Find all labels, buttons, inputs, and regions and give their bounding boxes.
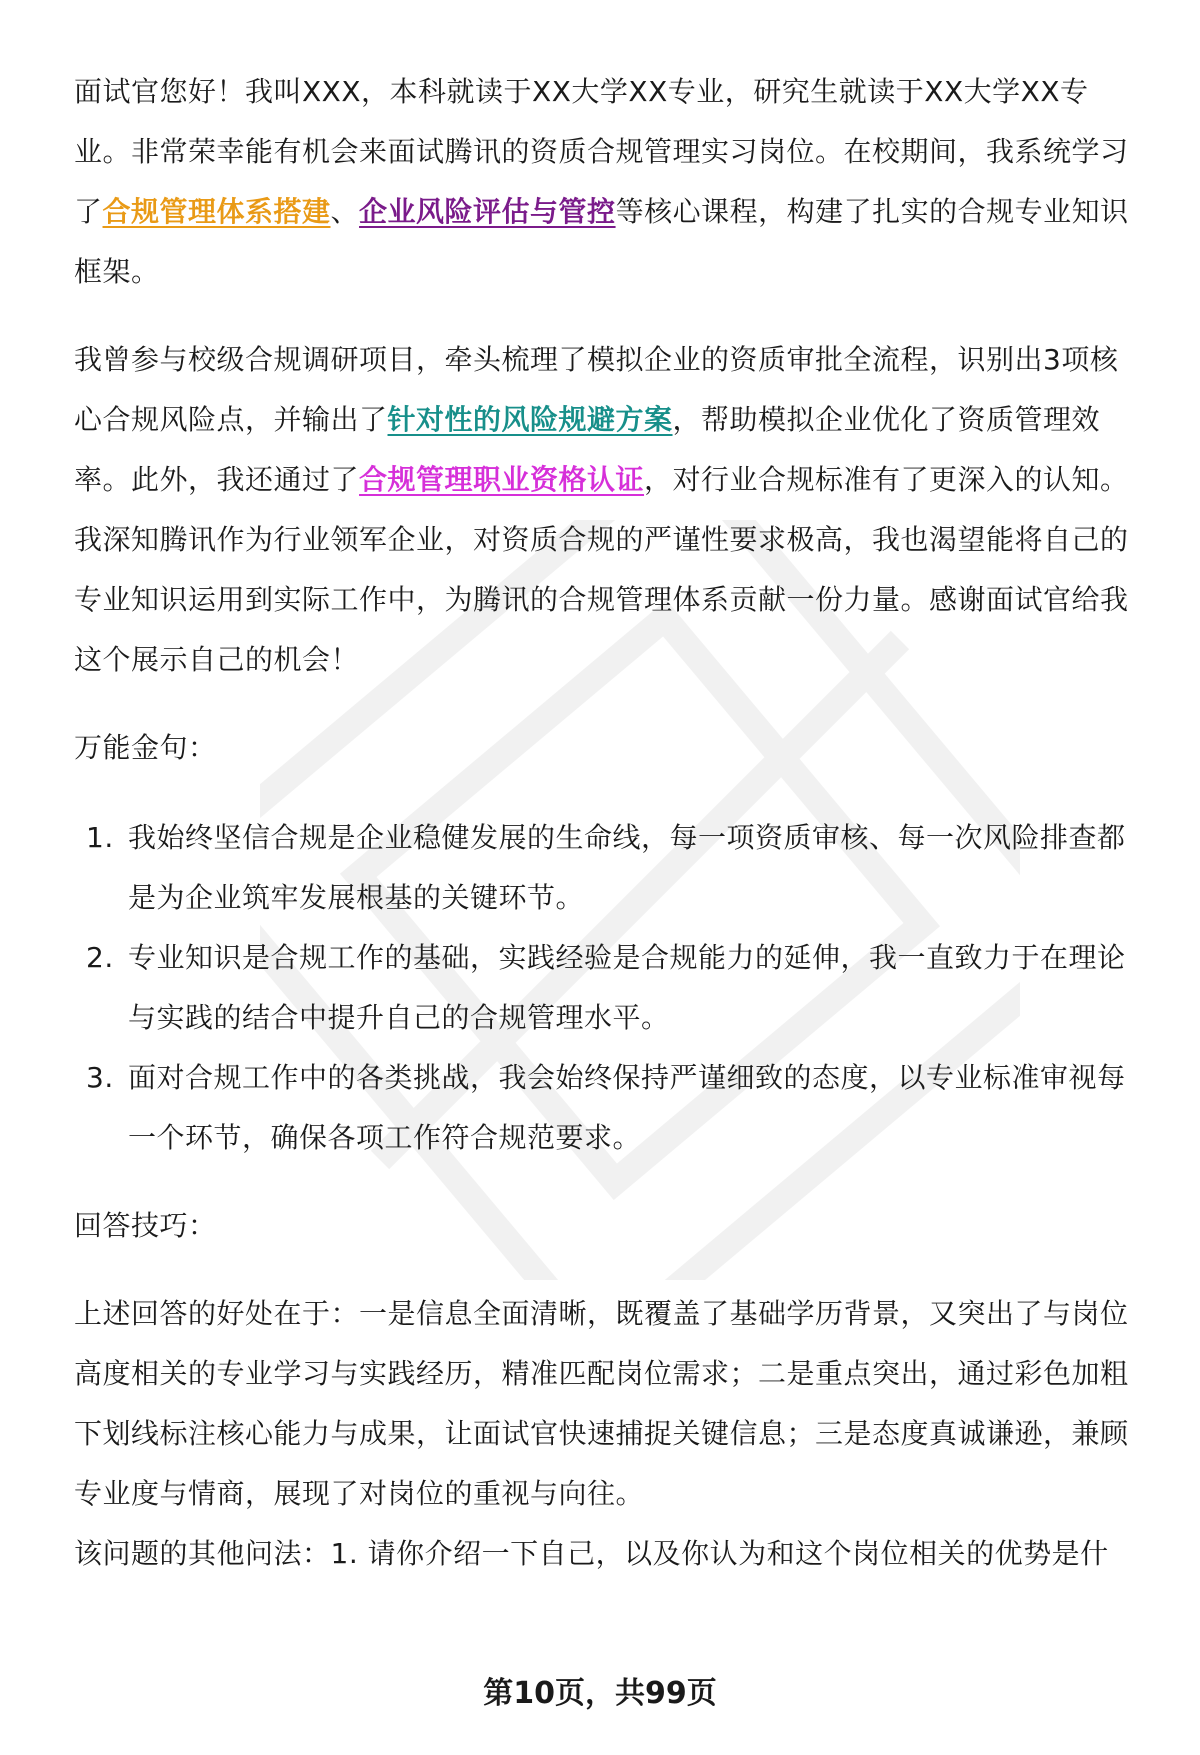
list-number: 1. xyxy=(86,821,114,854)
tips-paragraph: 上述回答的好处在于：一是信息全面清晰，既覆盖了基础学历背景，又突出了与岗位高度相关的专业学习与实践经历，精准匹配岗位需求；二是重点突出，通过彩色加粗下划线标注核心能力与成果，让面试官快速捕捉关键信息；三是态度真诚谦逊，兼顾专业度与情商，展现了对岗位的重视与向往。 xyxy=(74,1297,1129,1510)
golden-heading: 万能金句： xyxy=(74,731,217,764)
list-number: 3. xyxy=(86,1061,114,1094)
closing-paragraph: 我深知腾讯作为行业领军企业，对资质合规的严谨性要求极高，我也渴望能将自己的专业知识运用到实际工作中，为腾讯的合规管理体系贡献一份力量。感谢面试官给我这个展示自己的机会！ xyxy=(74,523,1129,676)
intro-paragraph: 面试官您好！我叫XXX，本科就读于XX大学XX专业，研究生就读于XX大学XX专业。非常荣幸能有机会来面试腾讯的资质合规管理实习岗位。在校期间，我系统学习了合规管理体系搭建、企业风险评估与管控等核心课程，构建了扎实的合规专业知识框架。 xyxy=(74,75,1129,288)
highlight-certification: 合规管理职业资格认证 xyxy=(359,463,645,496)
document-body xyxy=(74,62,1144,1584)
list-item: 2. 专业知识是合规工作的基础，实践经验是合规能力的延伸，我一直致力于在理论与实践的结合中提升自己的合规管理水平。 xyxy=(74,928,1144,1048)
list-number: 2. xyxy=(86,941,114,974)
highlight-compliance-system: 合规管理体系搭建 xyxy=(102,195,331,228)
tips-heading: 回答技巧： xyxy=(74,1209,217,1242)
list-item: 1. 我始终坚信合规是企业稳健发展的生命线，每一项资质审核、每一次风险排查都是为企业筑牢发展根基的关键环节。 xyxy=(74,808,1144,928)
list-item: 3. 面对合规工作中的各类挑战，我会始终保持严谨细致的态度，以专业标准审视每一个环节，确保各项工作符合规范要求。 xyxy=(74,1048,1144,1168)
highlight-risk-assessment: 企业风险评估与管控 xyxy=(359,195,616,228)
page-footer: 第10页，共99页 xyxy=(483,1676,717,1711)
golden-list xyxy=(74,808,1144,1168)
project-paragraph: 我曾参与校级合规调研项目，牵头梳理了模拟企业的资质审批全流程，识别出3项核心合规风险点，并输出了针对性的风险规避方案，帮助模拟企业优化了资质管理效率。此外，我还通过了合规管理职业资格认证，对行业合规标准有了更深入的认知。 xyxy=(74,343,1129,496)
highlight-risk-plan: 针对性的风险规避方案 xyxy=(387,403,673,436)
other-questions: 该问题的其他问法：1. 请你介绍一下自己，以及你认为和这个岗位相关的优势是什 xyxy=(74,1537,1109,1570)
